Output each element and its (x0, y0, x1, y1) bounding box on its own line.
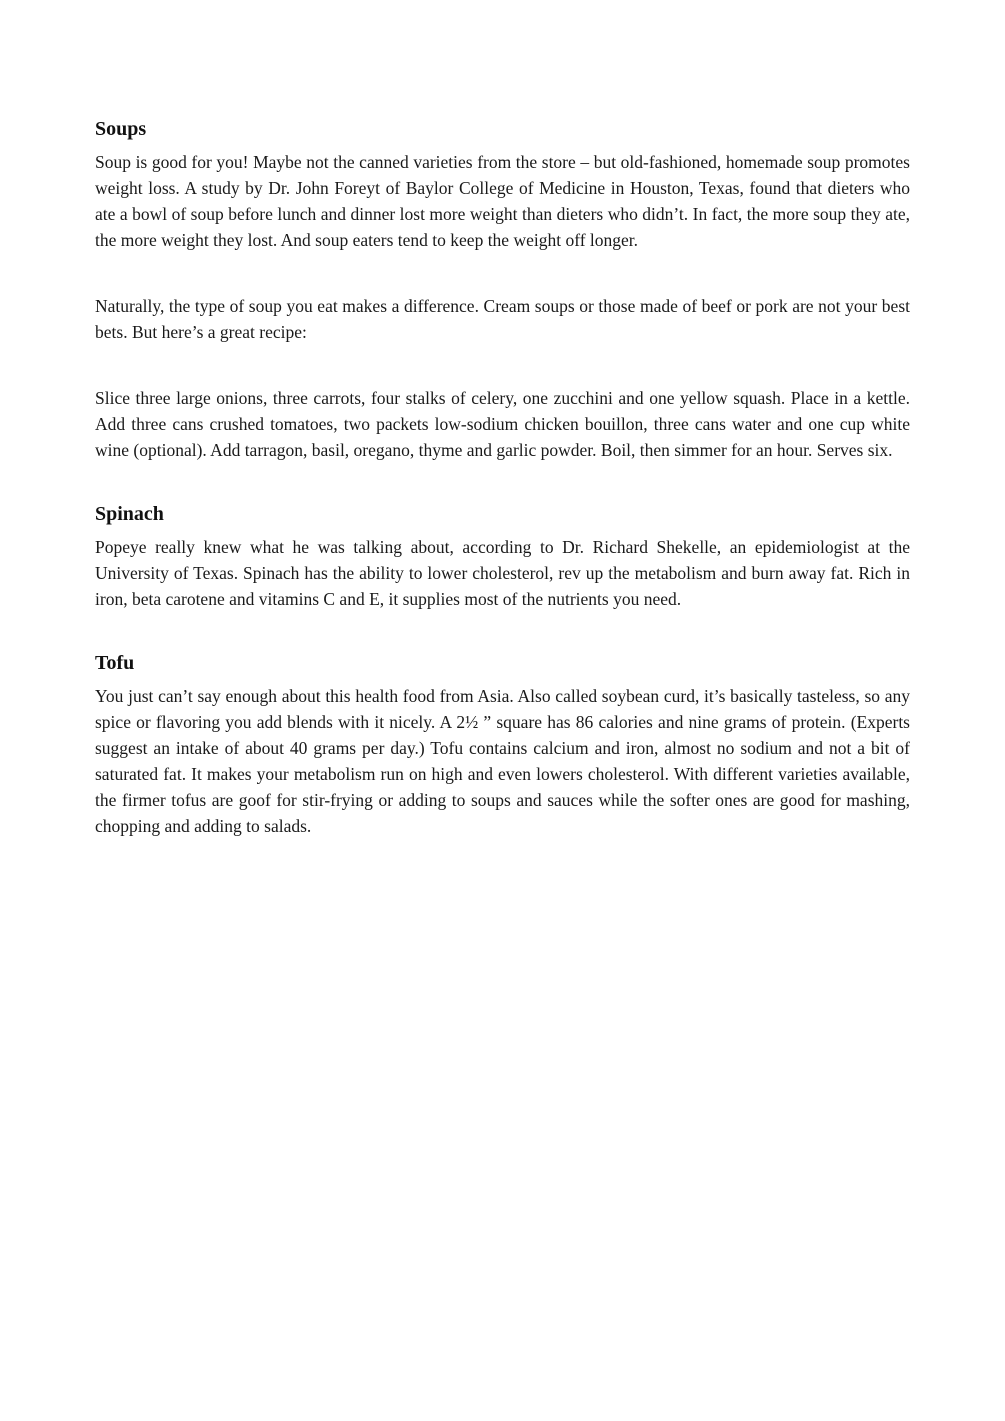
soups-paragraph-1: Soup is good for you! Maybe not the canned varieties from the store – but old-fashioned, homemade soup promotes weight loss. A study by Dr. John Foreyt of Baylor College of Medicine in Houston, Texas, found that dieters who ate a bowl of soup before lunch and dinner lost more weight than dieters who didn’t. In fact, the more soup they ate, the more weight they lost. And soup eaters tend to keep the weight off longer. (95, 152, 910, 250)
section-tofu (95, 652, 910, 839)
section-heading-soups: Soups (95, 118, 147, 140)
section-heading-spinach: Spinach (95, 503, 164, 525)
soups-paragraph-3: Slice three large onions, three carrots, four stalks of celery, one zucchini and one yellow squash. Place in a kettle. Add three cans crushed tomatoes, two packets low-sodium chicken bouillon, three cans water and one cup white wine (optional). Add tarragon, basil, oregano, thyme and garlic powder. Boil, then simmer for an hour. Serves six. (95, 388, 910, 460)
soups-paragraph-2: Naturally, the type of soup you eat makes a difference. Cream soups or those made of beef or pork are not your best bets. But here’s a great recipe: (95, 296, 910, 342)
spinach-paragraph-1: Popeye really knew what he was talking about, according to Dr. Richard Shekelle, an epidemiologist at the University of Texas. Spinach has the ability to lower cholesterol, rev up the metabolism and burn away fat. Rich in iron, beta carotene and vitamins C and E, it supplies most of the nutrients you need. (95, 537, 910, 609)
section-spinach (95, 503, 910, 612)
section-soups (95, 118, 910, 463)
tofu-paragraph-1: You just can’t say enough about this health food from Asia. Also called soybean curd, it’s basically tasteless, so any spice or flavoring you add blends with it nicely. A 2½ ” square has 86 calories and nine grams of protein. (Experts suggest an intake of about 40 grams per day.) Tofu contains calcium and iron, almost no sodium and not a bit of saturated fat. It makes your metabolism run on high and even lowers cholesterol. With different varieties available, the firmer tofus are goof for stir-frying or adding to soups and sauces while the softer ones are good for mashing, chopping and adding to salads. (95, 686, 910, 836)
section-heading-tofu: Tofu (95, 652, 135, 674)
